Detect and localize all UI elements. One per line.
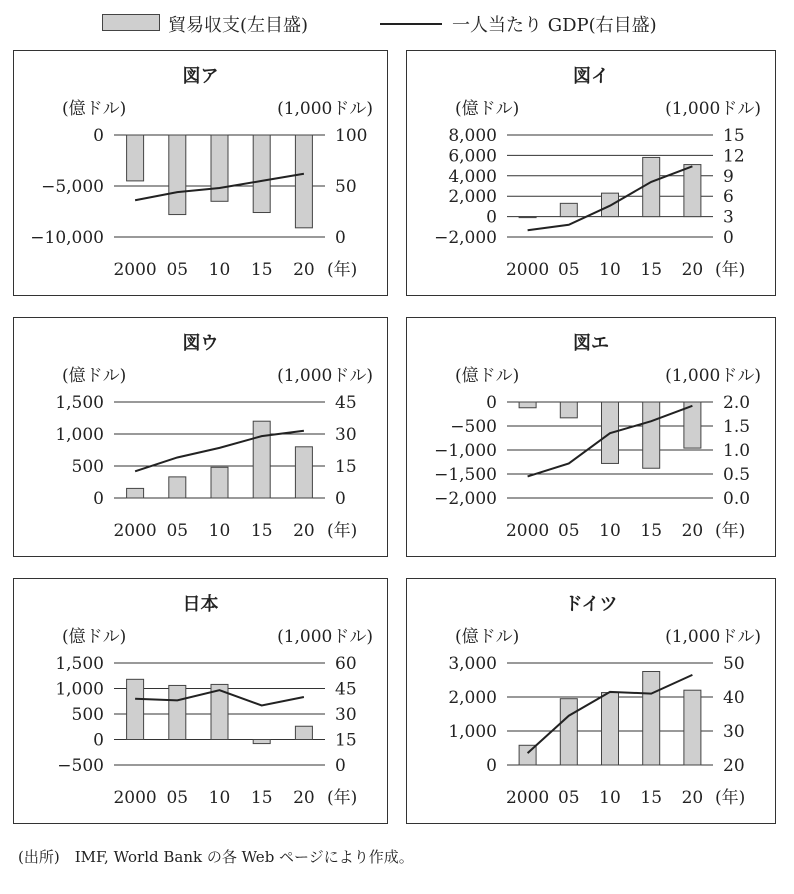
right-tick-label: 50	[723, 654, 745, 674]
x-tick-label: 15	[250, 521, 273, 541]
bar	[684, 165, 701, 217]
bar	[295, 447, 312, 498]
chart-svg	[407, 579, 775, 823]
left-tick-label: 0	[486, 393, 497, 413]
left-axis-unit: (億ドル)	[455, 366, 520, 386]
bar	[602, 693, 619, 765]
left-tick-label: 0	[93, 730, 104, 751]
right-tick-label: 0.5	[723, 465, 751, 485]
left-axis-unit: (億ドル)	[62, 627, 127, 647]
left-axis-unit: (億ドル)	[455, 627, 520, 647]
x-tick-label: 10	[208, 260, 231, 280]
x-tick-label: 2000	[505, 521, 550, 541]
bar	[127, 135, 144, 181]
x-tick-label: 2000	[113, 788, 157, 808]
bar	[127, 679, 144, 739]
x-tick-label: 20	[293, 521, 315, 541]
right-tick-label: 0	[335, 489, 346, 509]
bar	[169, 477, 186, 498]
chart-panel-japan	[13, 578, 388, 824]
left-tick-label: 2,000	[448, 187, 497, 208]
x-axis-suffix: (年)	[327, 260, 358, 280]
legend-line-label: 一人当たり GDP(右目盛)	[452, 15, 657, 36]
gdp-line	[135, 431, 304, 472]
right-axis-unit: (1,000ドル)	[665, 627, 761, 647]
right-tick-label: 1.5	[723, 417, 751, 437]
bar	[560, 203, 577, 216]
bar	[253, 740, 270, 744]
x-tick-label: 05	[166, 521, 189, 541]
x-axis-suffix: (年)	[715, 788, 746, 808]
left-tick-label: 500	[71, 705, 104, 725]
right-tick-label: 100	[335, 126, 368, 146]
chart-title: 図ウ	[182, 333, 219, 354]
left-tick-label: −2,000	[434, 228, 497, 248]
right-axis-unit: (1,000ドル)	[665, 366, 761, 386]
bar	[519, 217, 536, 218]
x-tick-label: 20	[681, 521, 704, 541]
x-tick-label: 10	[208, 521, 231, 541]
right-axis-unit: (1,000ドル)	[277, 366, 373, 386]
left-tick-label: −1,000	[434, 441, 497, 461]
bar	[169, 685, 186, 739]
x-tick-label: 05	[166, 260, 189, 280]
x-tick-label: 2000	[505, 260, 550, 280]
left-axis-unit: (億ドル)	[455, 99, 520, 119]
bar	[211, 135, 228, 201]
x-tick-label: 10	[208, 788, 231, 808]
left-tick-label: 4,000	[448, 166, 497, 187]
right-tick-label: 30	[335, 705, 357, 725]
bar	[560, 699, 577, 765]
bar	[643, 402, 660, 468]
chart-svg	[14, 51, 387, 295]
right-tick-label: 45	[335, 679, 357, 700]
right-tick-label: 3	[723, 207, 734, 228]
chart-svg	[407, 51, 775, 295]
bar	[519, 402, 536, 408]
left-tick-label: 0	[93, 126, 104, 146]
right-tick-label: 15	[723, 126, 745, 146]
left-tick-label: 6,000	[448, 146, 497, 167]
left-tick-label: 8,000	[448, 126, 497, 146]
bar	[560, 402, 577, 418]
bar	[211, 467, 228, 498]
chart-panel-germany	[406, 578, 776, 824]
bar	[169, 135, 186, 215]
left-tick-label: 1,000	[55, 679, 104, 700]
bar	[253, 135, 270, 213]
right-tick-label: 0	[335, 228, 346, 248]
x-tick-label: 2000	[113, 260, 157, 280]
bar	[253, 421, 270, 498]
legend-bar-swatch	[102, 14, 160, 31]
right-axis-unit: (1,000ドル)	[665, 99, 761, 119]
bar	[295, 135, 312, 228]
right-tick-label: 15	[335, 730, 357, 751]
x-axis-suffix: (年)	[327, 521, 358, 541]
x-tick-label: 10	[599, 521, 621, 541]
left-tick-label: 2,000	[448, 688, 497, 708]
right-tick-label: 15	[335, 457, 357, 477]
x-axis-suffix: (年)	[715, 260, 746, 280]
left-tick-label: −10,000	[30, 228, 104, 248]
right-tick-label: 0	[335, 756, 346, 776]
x-tick-label: 15	[250, 788, 273, 808]
x-tick-label: 10	[599, 788, 621, 808]
right-tick-label: 30	[335, 425, 357, 445]
bar	[295, 726, 312, 739]
chart-panel-a	[13, 50, 388, 296]
x-axis-suffix: (年)	[715, 521, 746, 541]
chart-title: 図イ	[573, 66, 609, 87]
right-tick-label: 0	[723, 228, 734, 248]
x-tick-label: 15	[640, 788, 663, 808]
chart-title: 日本	[182, 594, 219, 615]
x-tick-label: 2000	[505, 788, 550, 808]
right-tick-label: 50	[335, 177, 357, 197]
legend-line-swatch	[380, 23, 442, 25]
left-tick-label: 1,500	[55, 393, 104, 413]
left-tick-label: 1,000	[448, 722, 497, 742]
right-axis-unit: (1,000ドル)	[277, 627, 373, 647]
x-tick-label: 20	[293, 260, 315, 280]
x-tick-label: 10	[599, 260, 621, 280]
right-tick-label: 1.0	[723, 441, 751, 461]
left-tick-label: 500	[71, 457, 104, 477]
left-axis-unit: (億ドル)	[62, 99, 127, 119]
left-tick-label: −1,500	[434, 465, 497, 485]
left-tick-label: −2,000	[434, 489, 497, 509]
chart-title: 図ア	[182, 66, 219, 87]
left-tick-label: 0	[486, 756, 497, 776]
right-tick-label: 45	[335, 393, 357, 413]
source-note: (出所) IMF, World Bank の各 Web ページにより作成。	[18, 848, 414, 866]
left-tick-label: 1,000	[55, 425, 104, 445]
left-tick-label: 0	[93, 489, 104, 509]
chart-svg	[407, 318, 775, 556]
x-tick-label: 15	[250, 260, 273, 280]
left-tick-label: 3,000	[448, 654, 497, 674]
bar	[643, 672, 660, 766]
x-tick-label: 20	[681, 788, 704, 808]
x-tick-label: 05	[166, 788, 189, 808]
x-tick-label: 20	[681, 260, 704, 280]
legend-bar-label: 貿易収支(左目盛)	[168, 15, 309, 36]
x-tick-label: 15	[640, 521, 663, 541]
right-axis-unit: (1,000ドル)	[277, 99, 373, 119]
left-tick-label: −500	[450, 417, 497, 437]
right-tick-label: 2.0	[723, 393, 751, 413]
right-tick-label: 12	[723, 146, 745, 167]
bar	[127, 488, 144, 498]
x-tick-label: 2000	[113, 521, 157, 541]
right-tick-label: 30	[723, 722, 745, 742]
right-tick-label: 0.0	[723, 489, 751, 509]
left-tick-label: 1,500	[55, 654, 104, 674]
right-tick-label: 6	[723, 187, 734, 208]
chart-title: 図エ	[573, 333, 609, 354]
chart-svg	[14, 318, 387, 556]
chart-panel-i	[406, 50, 776, 296]
right-tick-label: 20	[723, 756, 745, 776]
x-tick-label: 05	[557, 260, 580, 280]
x-tick-label: 05	[557, 788, 580, 808]
right-tick-label: 9	[723, 166, 734, 187]
left-axis-unit: (億ドル)	[62, 366, 127, 386]
chart-panel-e	[406, 317, 776, 557]
chart-svg	[14, 579, 387, 823]
left-tick-label: 0	[486, 207, 497, 228]
bar	[684, 690, 701, 765]
right-tick-label: 60	[335, 654, 357, 674]
x-tick-label: 05	[557, 521, 580, 541]
x-tick-label: 20	[293, 788, 315, 808]
chart-panel-u	[13, 317, 388, 557]
x-axis-suffix: (年)	[327, 788, 358, 808]
bar	[643, 157, 660, 216]
chart-title: ドイツ	[564, 594, 618, 615]
left-tick-label: −500	[57, 756, 104, 776]
legend	[0, 8, 794, 40]
left-tick-label: −5,000	[41, 177, 104, 197]
x-tick-label: 15	[640, 260, 663, 280]
right-tick-label: 40	[723, 688, 745, 708]
